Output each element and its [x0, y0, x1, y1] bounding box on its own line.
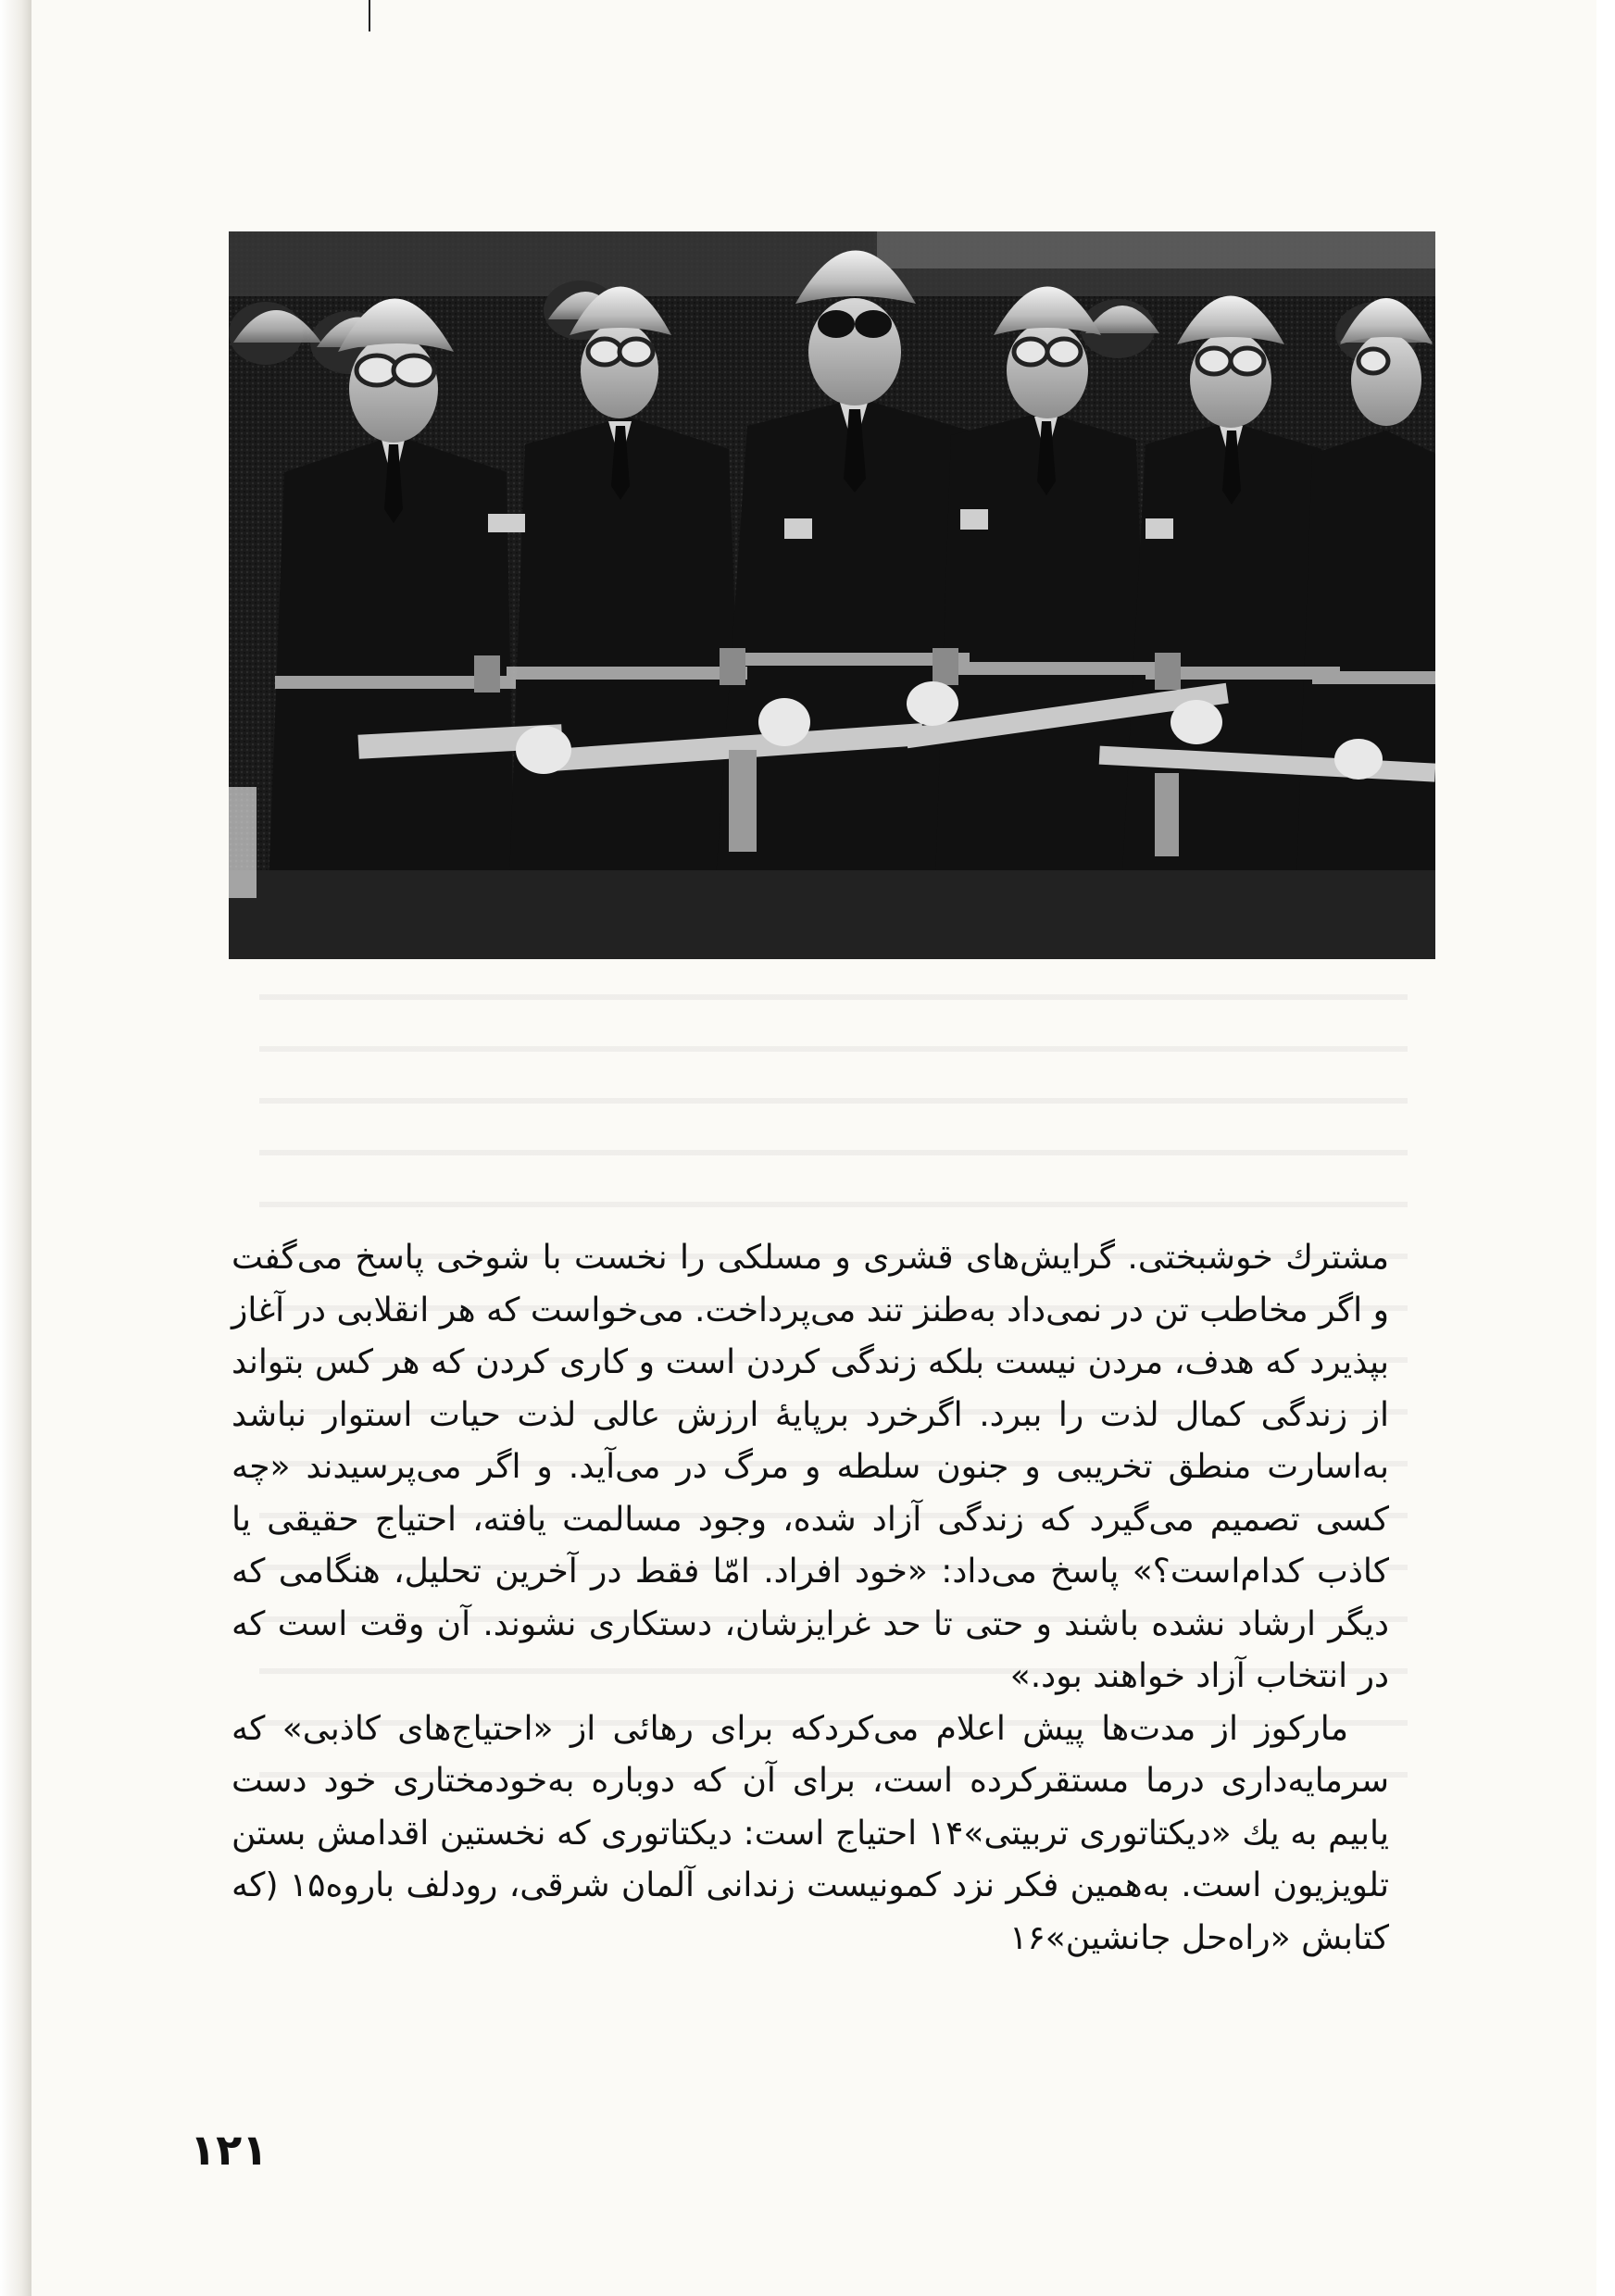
- page-left-edge: [0, 0, 31, 2296]
- police-line-photograph: [229, 231, 1435, 959]
- scan-mark: [369, 0, 370, 31]
- photograph-drawing: [229, 231, 1435, 959]
- paragraph-2: مارکوز از مدت‌ها پیش اعلام می‌کردکه برای رهائی از «احتیاج‌های کاذبی» که سرمایه‌داری درما مستقرکرده است، برای آن که دوباره به‌خودمختاری خود دست یابیم به یك «دیکتاتوری تربیتی»۱۴ احتیاج است: دیکتاتوری که نخستین اقدامش بستن تلویزیون است. به‌همین فکر نزد کمونیست زندانی آلمان شرقی، رودلف باروه۱۵ (که کتابش «راه‌حل جانشین»۱۶: [232, 1709, 1389, 1957]
- page-number: ۱۲۱: [190, 2125, 269, 2175]
- paragraph-1: مشترك خوشبختی. گرایش‌های قشری و مسلکی را نخست با شوخی پاسخ می‌گفت و اگر مخاطب تن در نمی‌داد به‌طنز تند می‌پرداخت. می‌خواست که هر انقلابی در آغاز بپذیرد که هدف، مردن نیست بلکه زندگی کردن است و کاری کردن که هر کس بتواند از زندگی کمال لذت را ببرد. اگرخرد برپایهٔ ارزش عالی لذت حیات استوار نباشد به‌اسارت منطق تخریبی و جنون سلطه و مرگ در می‌آید. و اگر می‌پرسیدند «چه کسی تصمیم می‌گیرد که زندگی آزاد شده، وجود مسالمت یافته، احتیاج حقیقی یا کاذب کدام‌است؟» پاسخ می‌داد: «خود افراد. امّا فقط در آخرین تحلیل، هنگامی که دیگر ارشاد نشده باشند و حتی تا حد غرایزشان، دستکاری نشوند. آن وقت است که در انتخاب آزاد خواهند بود.»: [232, 1239, 1389, 1695]
- body-text: [232, 1232, 1389, 1965]
